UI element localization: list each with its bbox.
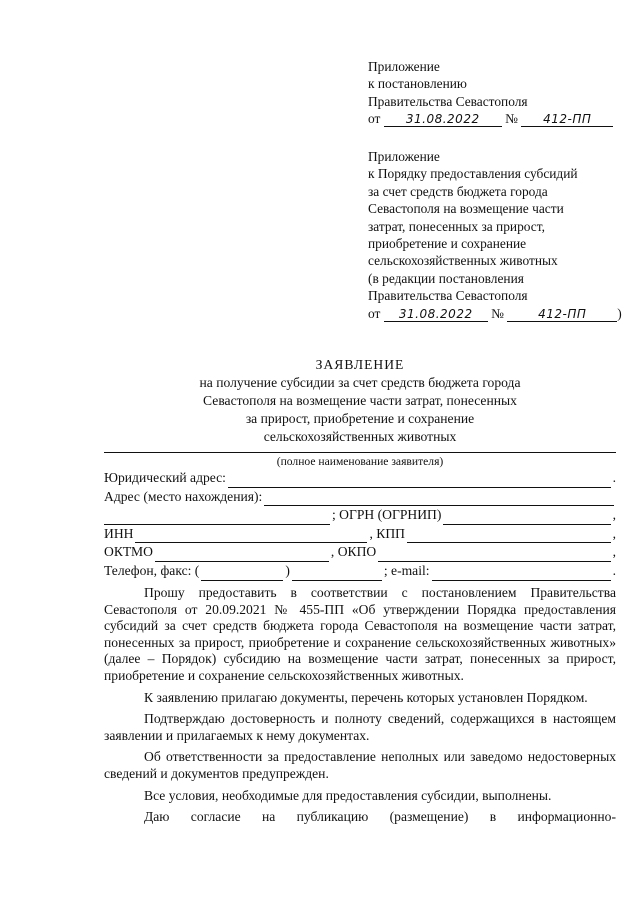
paragraph-responsibility: Об ответственности за предоставление неполных или заведомо недостоверных сведений и документов предупрежден.	[104, 749, 616, 781]
resolution-number: 412-ПП	[521, 112, 613, 127]
phone-number-field[interactable]	[292, 567, 382, 581]
procedure-date: 31.08.2022	[384, 307, 488, 322]
procedure-number: 412-ПП	[507, 307, 617, 322]
procedure-line: (в редакции постановления	[368, 270, 524, 286]
procedure-date-number: от 31.08.2022 № 412-ПП )	[368, 305, 622, 321]
appendix-header-resolution	[368, 58, 630, 128]
paragraph-consent: Даю согласие на публикацию (размещение) в информационно-	[144, 809, 616, 825]
okpo-field[interactable]	[378, 548, 610, 562]
oktmo-row: ОКТМО , ОКПО ,	[104, 543, 616, 562]
paragraph-attachments: К заявлению прилагаю документы, перечень которых установлен Порядком.	[144, 689, 588, 705]
applicant-name-line[interactable]	[104, 452, 616, 453]
phone-code-field[interactable]	[201, 567, 283, 581]
oktmo-field[interactable]	[155, 548, 329, 562]
procedure-line: приобретение и сохранение	[368, 236, 527, 252]
appendix-government: Правительства Севастополя	[368, 93, 528, 109]
inn-row: ИНН , КПП ,	[104, 525, 616, 544]
ogrn-row: ; ОГРН (ОГРНИП) ,	[104, 506, 616, 525]
resolution-date: 31.08.2022	[384, 112, 502, 127]
statement-body	[104, 585, 616, 826]
appendix-header-procedure	[368, 148, 630, 322]
phone-row: Телефон, факс: ( ) ; e-mail: .	[104, 562, 616, 581]
appendix-date-number: от 31.08.2022 № 412-ПП	[368, 110, 630, 127]
paragraph-request: Прошу предоставить в соответствии с постановлением Правительства Севастополя от 20.09.2021 № 455-ПП «Об утверждении Порядка предоставления субсидий за счет средств бюджета города Севастополя на возмещение части затрат, понесенных за прирост, приобретение и сохранение сельскохозяйственных животных» (далее – Порядок) субсидию на возмещение части затрат, понесенных за прирост, приобретение и сохранение сельскохозяйственных животных.	[104, 585, 616, 683]
procedure-line: Правительства Севастополя	[368, 288, 528, 304]
title-line: на получение субсидии за счет средств бюджета города	[199, 375, 521, 390]
title-line: за прирост, приобретение и сохранение	[245, 411, 475, 426]
procedure-line: за счет средств бюджета города	[368, 183, 548, 199]
email-field[interactable]	[432, 567, 611, 581]
appendix-label: Приложение	[368, 59, 440, 74]
procedure-line: Приложение	[368, 149, 440, 164]
applicant-name-caption: (полное наименование заявителя)	[276, 455, 444, 468]
document-title	[100, 356, 620, 446]
kpp-field[interactable]	[407, 529, 611, 543]
inn-field[interactable]	[135, 529, 367, 543]
procedure-line: затрат, понесенных за прирост,	[368, 218, 545, 234]
procedure-line: Севастополя на возмещение части	[368, 201, 564, 217]
legal-address-row: Юридический адрес: .	[104, 469, 616, 488]
paragraph-conditions: Все условия, необходимые для предоставления субсидии, выполнены.	[144, 787, 552, 803]
title-line: сельскохозяйственных животных	[263, 429, 457, 444]
title-main: ЗАЯВЛЕНИЕ	[315, 357, 405, 372]
address-continuation-field[interactable]	[104, 511, 330, 525]
procedure-line: сельскохозяйственных животных	[368, 253, 558, 269]
procedure-line: к Порядку предоставления субсидий	[368, 166, 578, 182]
address-row: Адрес (место нахождения):	[104, 488, 616, 507]
legal-address-field[interactable]	[228, 474, 611, 488]
address-field[interactable]	[264, 492, 614, 506]
ogrn-field[interactable]	[443, 511, 610, 525]
title-line: Севастополя на возмещение части затрат, понесенных	[203, 393, 517, 408]
paragraph-confirmation: Подтверждаю достоверность и полноту сведений, содержащихся в настоящем заявлении и прилагаемых к нему документах.	[104, 711, 616, 743]
appendix-to-resolution: к постановлению	[368, 76, 467, 92]
applicant-form	[104, 452, 616, 581]
